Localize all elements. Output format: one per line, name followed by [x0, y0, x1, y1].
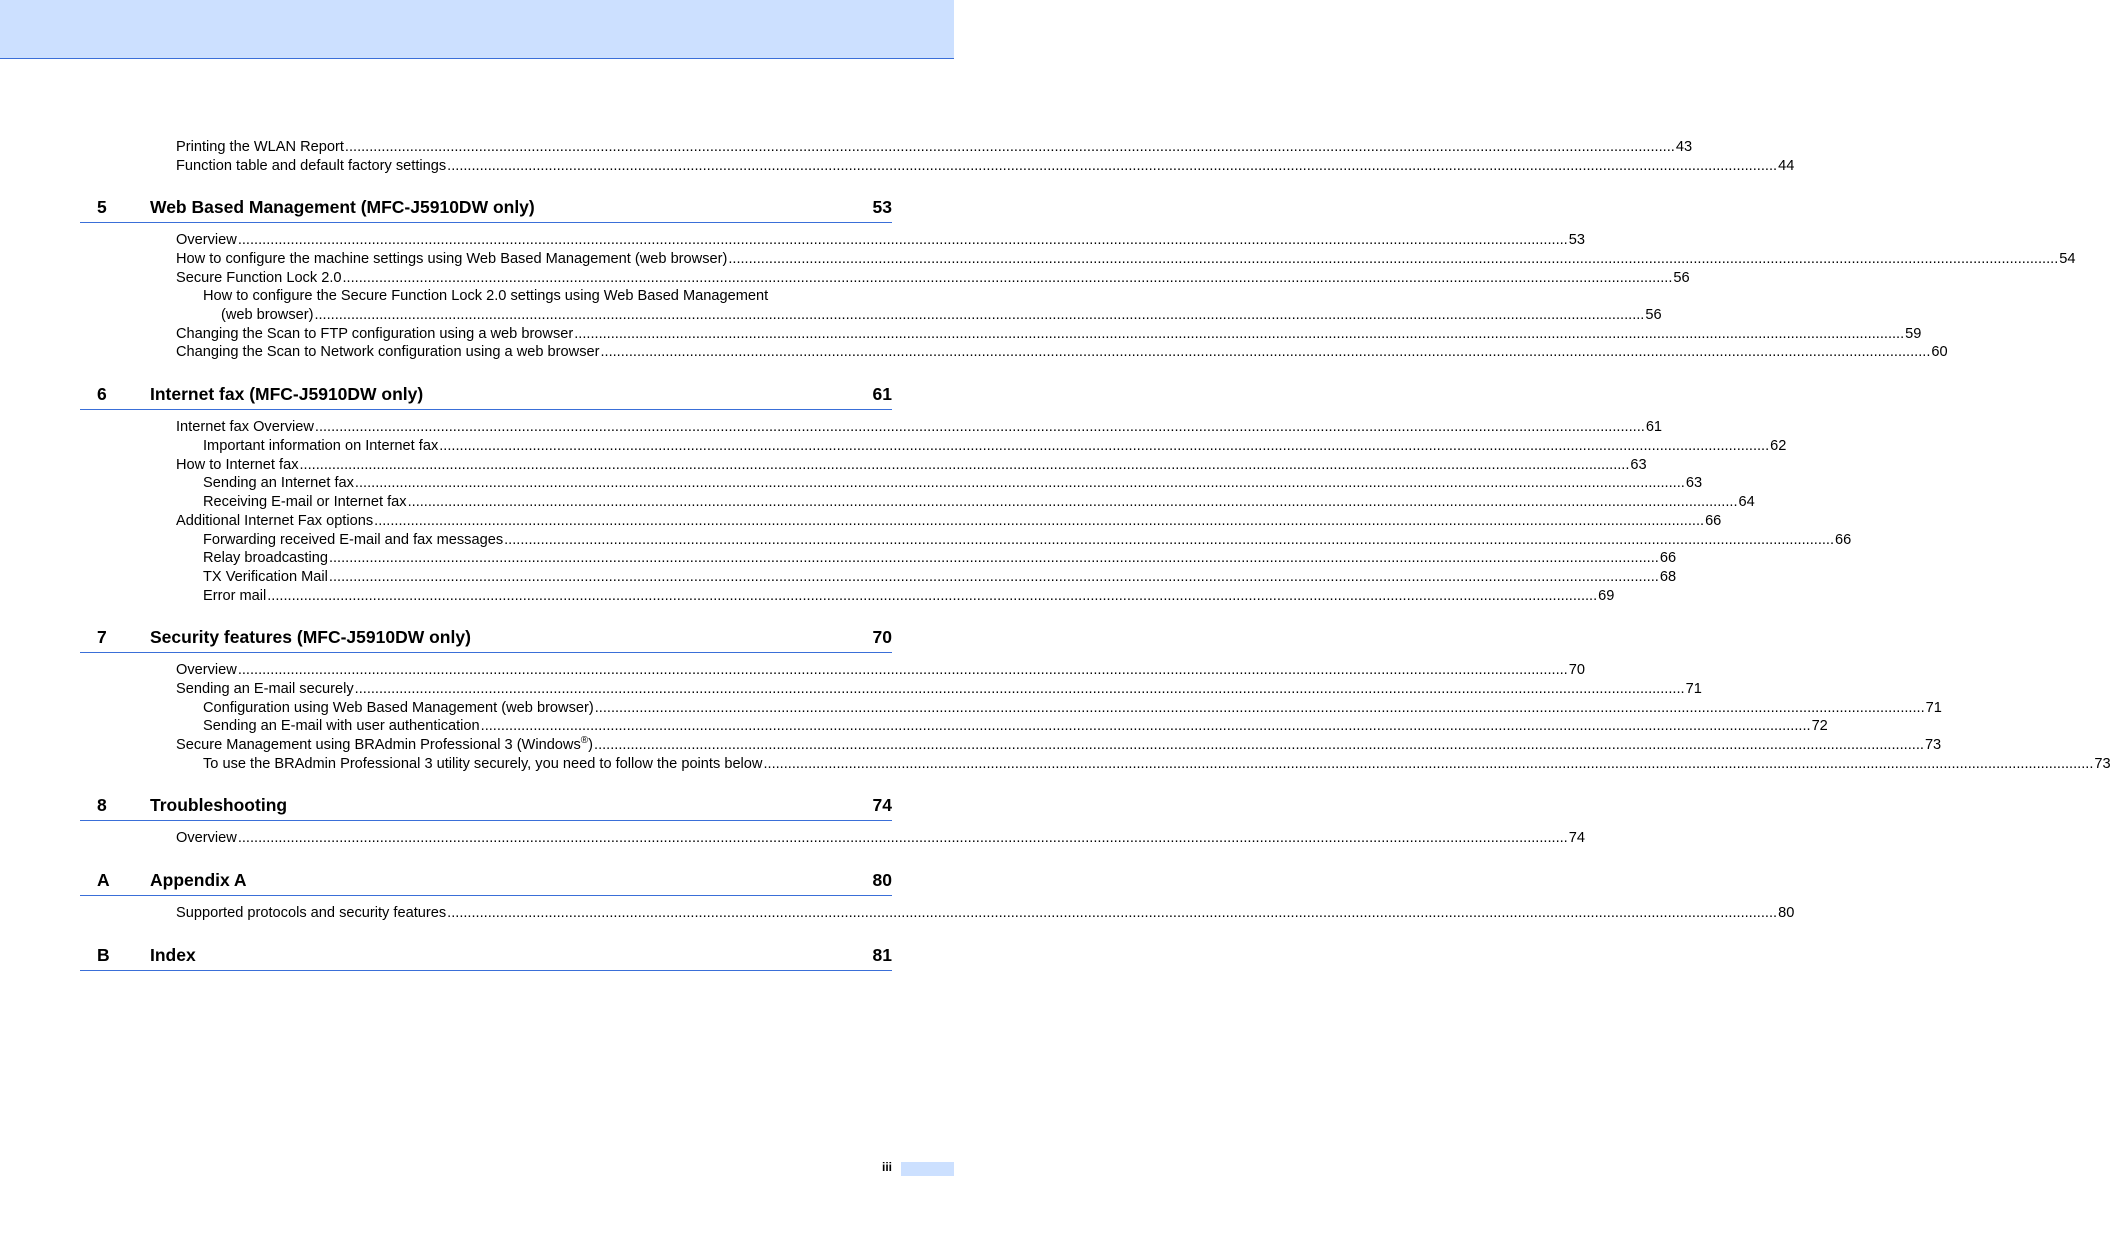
toc-entry	[176, 904, 1795, 922]
toc-entry-page: 66	[1659, 550, 1677, 566]
chapter-heading	[80, 383, 892, 410]
dot-leader: ........................................................................................................................................................................................................................................................................................................................................	[374, 513, 1705, 529]
toc-entry-page: 71	[1925, 700, 1942, 716]
dot-leader: ........................................................................................................................................................................................................................................................................................................................................	[237, 232, 1568, 248]
dot-leader: ........................................................................................................................................................................................................................................................................................................................................	[407, 494, 1738, 510]
toc-entry-page: 64	[1738, 494, 1755, 510]
toc-entry-title: How to Internet fax	[176, 457, 299, 473]
chapter-number: A	[97, 870, 110, 890]
toc-entry-title: Secure Function Lock 2.0	[176, 270, 342, 286]
toc-entry-page: 62	[1770, 438, 1787, 454]
toc-entry-title: Changing the Scan to FTP configuration using a web browser	[176, 326, 574, 342]
chapter-number: 7	[97, 627, 107, 647]
toc-entry-title: Sending an E-mail with user authentication	[203, 718, 480, 734]
toc-entry-title: TX Verification Mail	[203, 569, 328, 585]
chapter-number: 5	[97, 197, 107, 217]
chapter-title: Web Based Management (MFC-J5910DW only)	[150, 197, 535, 217]
toc-entry-page: 56	[1645, 307, 1662, 323]
toc-entry-title: Important information on Internet fax	[203, 438, 439, 454]
toc-entry	[203, 437, 1787, 455]
chapter-heading	[80, 869, 892, 896]
toc-entry-title: Sending an Internet fax	[203, 475, 354, 491]
chapter-page: 81	[872, 945, 892, 965]
chapter-page: 70	[872, 627, 892, 647]
toc-entry	[203, 549, 1677, 567]
dot-leader: ........................................................................................................................................................................................................................................................................................................................................	[328, 569, 1659, 585]
toc-entry	[203, 474, 1703, 492]
toc-entry-page: 61	[1645, 419, 1663, 435]
dot-leader: ........................................................................................................................................................................................................................................................................................................................................	[314, 307, 1645, 323]
toc-entry-page: 73	[1924, 737, 1942, 753]
toc-entry-page: 80	[1778, 905, 1795, 921]
toc-entry-page: 66	[1835, 532, 1852, 548]
dot-leader: ........................................................................................................................................................................................................................................................................................................................................	[574, 326, 1905, 342]
toc-entry-title: Overview	[176, 662, 237, 678]
toc-entry	[176, 680, 1702, 698]
registered-mark: ®	[580, 735, 589, 747]
chapter-page: 74	[872, 795, 892, 815]
chapter-heading	[80, 196, 892, 223]
dot-leader: ........................................................................................................................................................................................................................................................................................................................................	[447, 158, 1778, 174]
toc-entry-page: 54	[2059, 251, 2076, 267]
toc-entry	[176, 512, 1722, 530]
toc-entry	[176, 250, 2076, 268]
toc-entry	[176, 661, 1585, 679]
chapter-heading	[80, 794, 892, 821]
chapter-page: 61	[872, 384, 892, 404]
chapter-heading	[80, 944, 892, 971]
toc-entry-title: Configuration using Web Based Management (web browser)	[203, 700, 594, 716]
toc-entry-title: Overview	[176, 830, 237, 846]
footer-tab-marker	[901, 1162, 954, 1176]
chapter-title: Index	[150, 945, 196, 965]
toc-entry	[176, 829, 1585, 847]
chapter-page: 53	[872, 197, 892, 217]
toc-entry-title: Error mail	[203, 588, 267, 604]
chapter-page: 80	[872, 870, 892, 890]
toc-entry-page: 68	[1659, 569, 1677, 585]
toc-entry	[176, 418, 1663, 436]
toc-entry	[176, 456, 1647, 474]
toc-entry-page: 59	[1905, 326, 1922, 342]
toc-entry-page: 66	[1705, 513, 1722, 529]
dot-leader: ........................................................................................................................................................................................................................................................................................................................................	[354, 475, 1685, 491]
dot-leader: ........................................................................................................................................................................................................................................................................................................................................	[237, 830, 1568, 846]
chapter-title: Appendix A	[150, 870, 247, 890]
toc-entry	[203, 531, 1852, 549]
toc-entry-page: 43	[1675, 139, 1693, 155]
dot-leader: ........................................................................................................................................................................................................................................................................................................................................	[447, 905, 1778, 921]
dot-leader: ........................................................................................................................................................................................................................................................................................................................................	[600, 344, 1931, 360]
dot-leader: ........................................................................................................................................................................................................................................................................................................................................	[237, 662, 1568, 678]
toc-entry-page: 69	[1598, 588, 1615, 604]
dot-leader: ........................................................................................................................................................................................................................................................................................................................................	[328, 550, 1659, 566]
toc-entry	[203, 568, 1677, 586]
toc-entry	[176, 735, 1942, 754]
chapter-heading	[80, 626, 892, 653]
dot-leader: ........................................................................................................................................................................................................................................................................................................................................	[763, 756, 2094, 772]
chapter-number: 8	[97, 795, 107, 815]
toc-entry-page: 71	[1685, 681, 1702, 697]
dot-leader: ........................................................................................................................................................................................................................................................................................................................................	[314, 419, 1645, 435]
toc-entry-title: Sending an E-mail securely	[176, 681, 354, 697]
dot-leader: ........................................................................................................................................................................................................................................................................................................................................	[439, 438, 1770, 454]
toc-entry-page: 74	[1568, 830, 1585, 846]
toc-entry	[176, 325, 1922, 343]
toc-entry	[176, 231, 1585, 249]
toc-entry-title: Changing the Scan to Network configuration using a web browser	[176, 344, 600, 360]
chapter-title: Troubleshooting	[150, 795, 288, 815]
toc-entry-title: How to configure the Secure Function Lock 2.0 settings using Web Based Management	[203, 288, 769, 304]
chapter-number: 6	[97, 384, 107, 404]
dot-leader: ........................................................................................................................................................................................................................................................................................................................................	[504, 532, 1835, 548]
toc-entry-page: 72	[1811, 718, 1828, 734]
toc-entry-page: 60	[1931, 344, 1948, 360]
dot-leader: ........................................................................................................................................................................................................................................................................................................................................	[594, 737, 1924, 753]
toc-entry-page: 53	[1568, 232, 1585, 248]
page-number: iii	[881, 1160, 892, 1174]
dot-leader: ........................................................................................................................................................................................................................................................................................................................................	[342, 270, 1673, 286]
toc-entry-title: Overview	[176, 232, 237, 248]
toc-entry-title: Additional Internet Fax options	[176, 513, 374, 529]
dot-leader: ........................................................................................................................................................................................................................................................................................................................................	[594, 700, 1925, 716]
toc-entry-title: Receiving E-mail or Internet fax	[203, 494, 407, 510]
toc-entry	[221, 306, 1662, 324]
toc-entry-title: Function table and default factory settings	[176, 158, 447, 174]
toc-entry-page: 63	[1685, 475, 1703, 491]
toc-entry	[176, 269, 1690, 287]
toc-entry	[176, 157, 1795, 175]
dot-leader: ........................................................................................................................................................................................................................................................................................................................................	[299, 457, 1630, 473]
dot-leader: ........................................................................................................................................................................................................................................................................................................................................	[267, 588, 1598, 604]
toc-entry-title: Printing the WLAN Report	[176, 139, 344, 155]
toc-entry	[203, 699, 1942, 717]
chapter-number: B	[97, 945, 110, 965]
toc-entry-page: 70	[1568, 662, 1585, 678]
toc-entry-title: Secure Management using BRAdmin Professional 3 (Windows®)	[176, 735, 594, 753]
chapter-title: Internet fax (MFC-J5910DW only)	[150, 384, 424, 404]
toc-entry-title-continued: (web browser)	[221, 307, 314, 323]
toc-entry-page: 56	[1673, 270, 1690, 286]
toc-entry-page: 44	[1778, 158, 1795, 174]
chapter-title: Security features (MFC-J5910DW only)	[150, 627, 471, 647]
toc-entry	[176, 343, 1948, 361]
dot-leader: ........................................................................................................................................................................................................................................................................................................................................	[354, 681, 1685, 697]
toc-entry-title: Internet fax Overview	[176, 419, 314, 435]
toc-entry-page: 63	[1630, 457, 1647, 473]
toc-entry	[203, 587, 1615, 605]
toc-entry	[203, 717, 1828, 735]
dot-leader: ........................................................................................................................................................................................................................................................................................................................................	[480, 718, 1811, 734]
toc-entry-title: To use the BRAdmin Professional 3 utility securely, you need to follow the points below	[203, 756, 763, 772]
toc-entry-title: Supported protocols and security features	[176, 905, 447, 921]
toc-entry	[176, 138, 1693, 156]
toc-entry-title: How to configure the machine settings using Web Based Management (web browser)	[176, 251, 728, 267]
dot-leader: ........................................................................................................................................................................................................................................................................................................................................	[728, 251, 2059, 267]
toc-entry-title: Relay broadcasting	[203, 550, 328, 566]
toc-entry	[203, 755, 2111, 773]
toc-entry-page: 73	[2094, 756, 2111, 772]
toc-entry-title: Forwarding received E-mail and fax messages	[203, 532, 504, 548]
toc-entry	[203, 493, 1755, 511]
dot-leader: ........................................................................................................................................................................................................................................................................................................................................	[344, 139, 1675, 155]
